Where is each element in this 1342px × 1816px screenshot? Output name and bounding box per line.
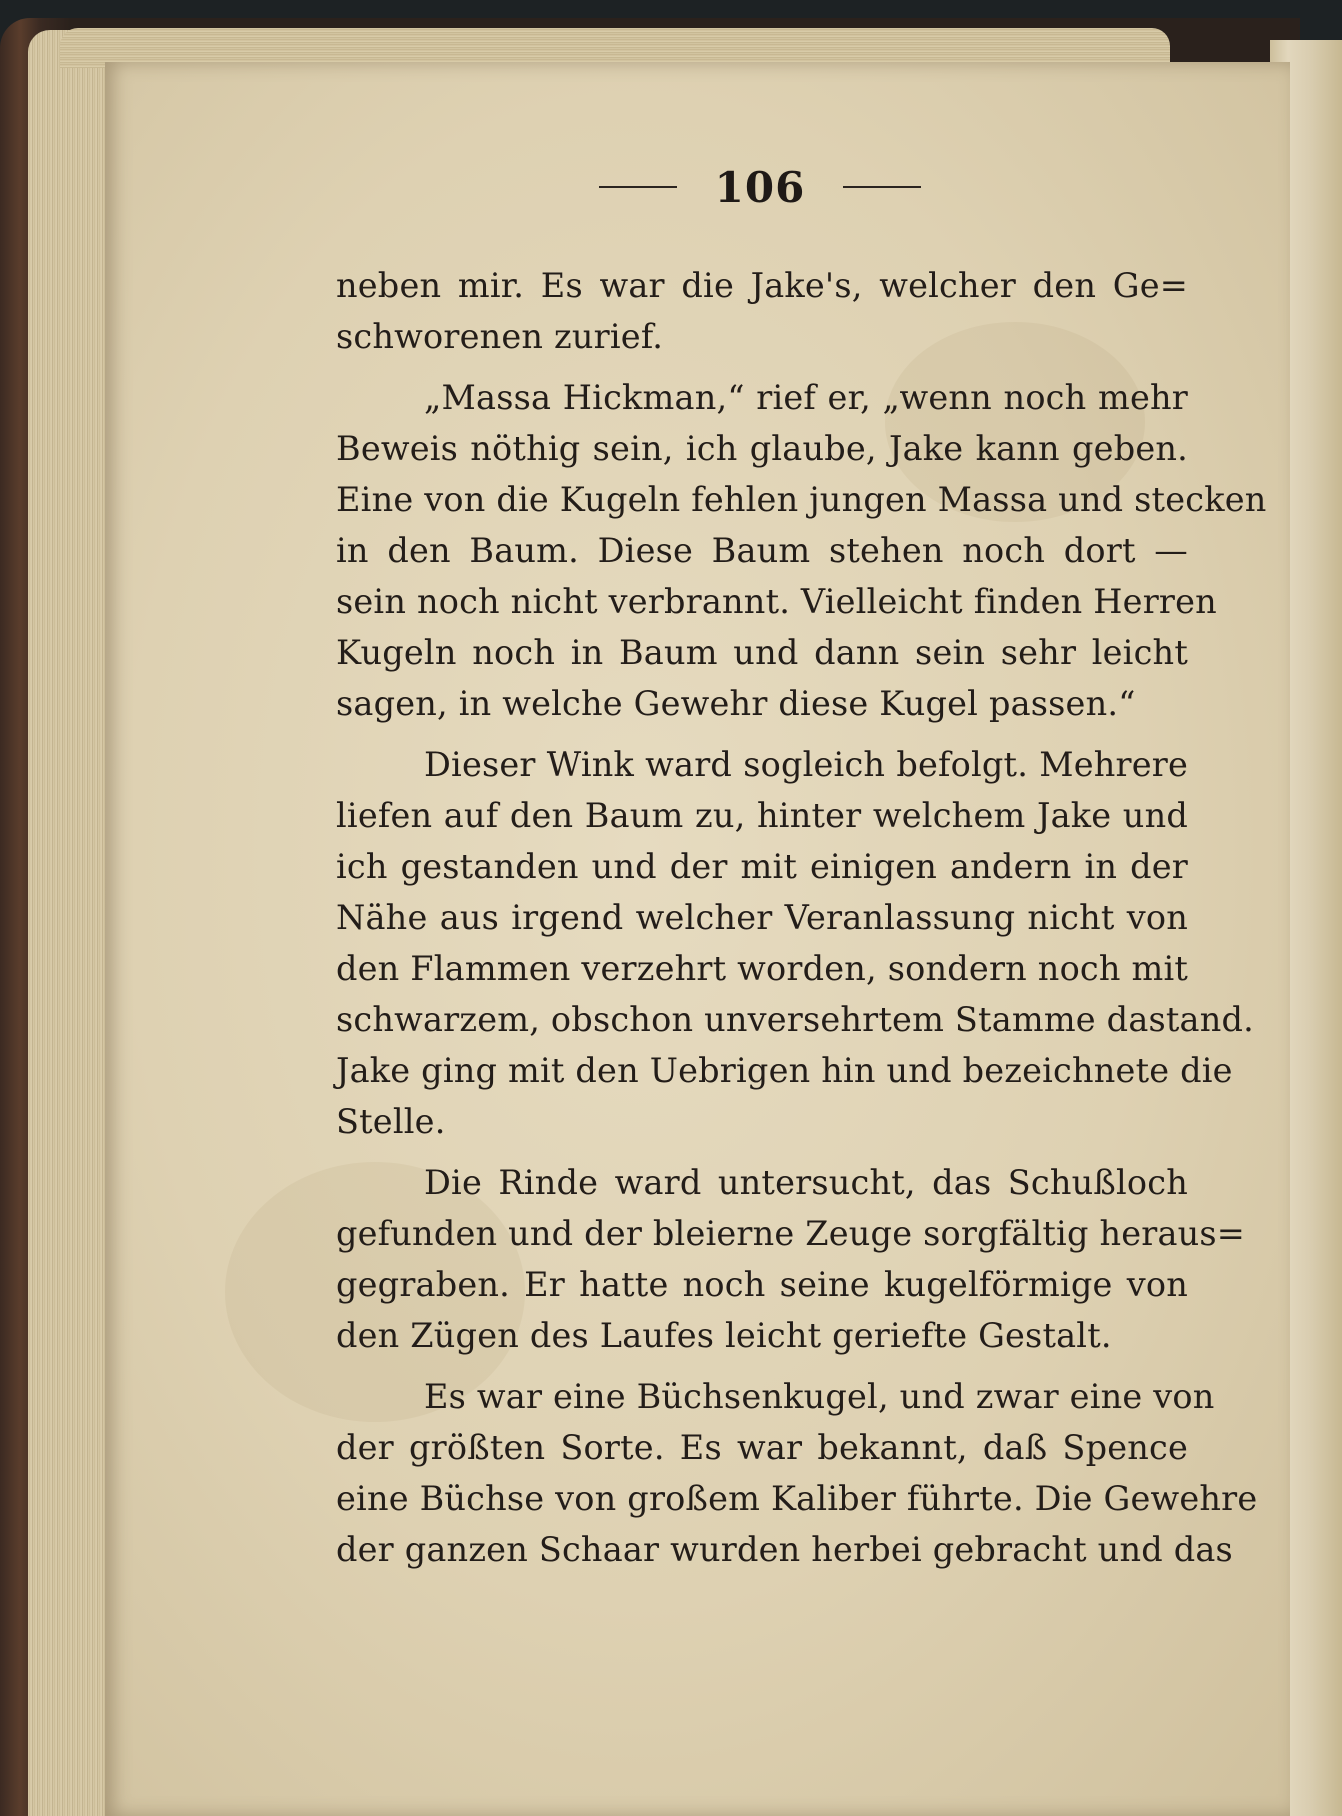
text-line: der größten Sorte. Es war bekannt, daß Spence [336,1428,1188,1467]
text-line: Beweis nöthig sein, ich glaube, Jake kann geben. [336,429,1188,468]
text-line: gegraben. Er hatte noch seine kugelförmige von [336,1265,1188,1304]
text-line: Kugeln noch in Baum und dann sein sehr leicht [336,633,1188,672]
text-line: Stelle. [336,1102,446,1141]
text-line: ich gestanden und der mit einigen andern in der [336,847,1188,886]
body-text [336,260,1267,1575]
text-line: sein noch nicht verbrannt. Vielleicht finden Herren [336,582,1217,621]
text-line: Jake ging mit den Uebrigen hin und bezeichnete die [336,1051,1233,1090]
text-line: liefen auf den Baum zu, hinter welchem Jake und [336,796,1188,835]
text-line: neben mir. Es war die Jake's, welcher den Ge= [336,266,1188,305]
text-line: Dieser Wink ward sogleich befolgt. Mehrere [424,745,1188,784]
text-line: Die Rinde ward untersucht, das Schußloch [424,1163,1188,1202]
header-rule-left [599,186,677,188]
text-line: den Zügen des Laufes leicht geriefte Gestalt. [336,1316,1112,1355]
text-line: Nähe aus irgend welcher Veranlassung nicht von [336,898,1188,937]
text-line: schwarzem, obschon unversehrtem Stamme dastand. [336,1000,1254,1039]
text-line: den Flammen verzehrt worden, sondern noch mit [336,949,1189,988]
header-rule-right [843,186,921,188]
page-number: 106 [714,162,806,212]
page-header [570,162,950,212]
text-line: Eine von die Kugeln fehlen jungen Massa und stecken [336,480,1267,519]
text-line: eine Büchse von großem Kaliber führte. Die Gewehre [336,1479,1258,1518]
text-line: der ganzen Schaar wurden herbei gebracht und das [336,1530,1233,1569]
text-line: Es war eine Büchsenkugel, und zwar eine von [424,1377,1215,1416]
text-line: schworenen zurief. [336,317,664,356]
text-line: „Massa Hickman,“ rief er, „wenn noch mehr [424,378,1188,417]
text-line: sagen, in welche Gewehr diese Kugel passen.“ [336,684,1136,723]
text-line: in den Baum. Diese Baum stehen noch dort — [336,531,1188,570]
text-line: gefunden und der bleierne Zeuge sorgfältig heraus= [336,1214,1246,1253]
